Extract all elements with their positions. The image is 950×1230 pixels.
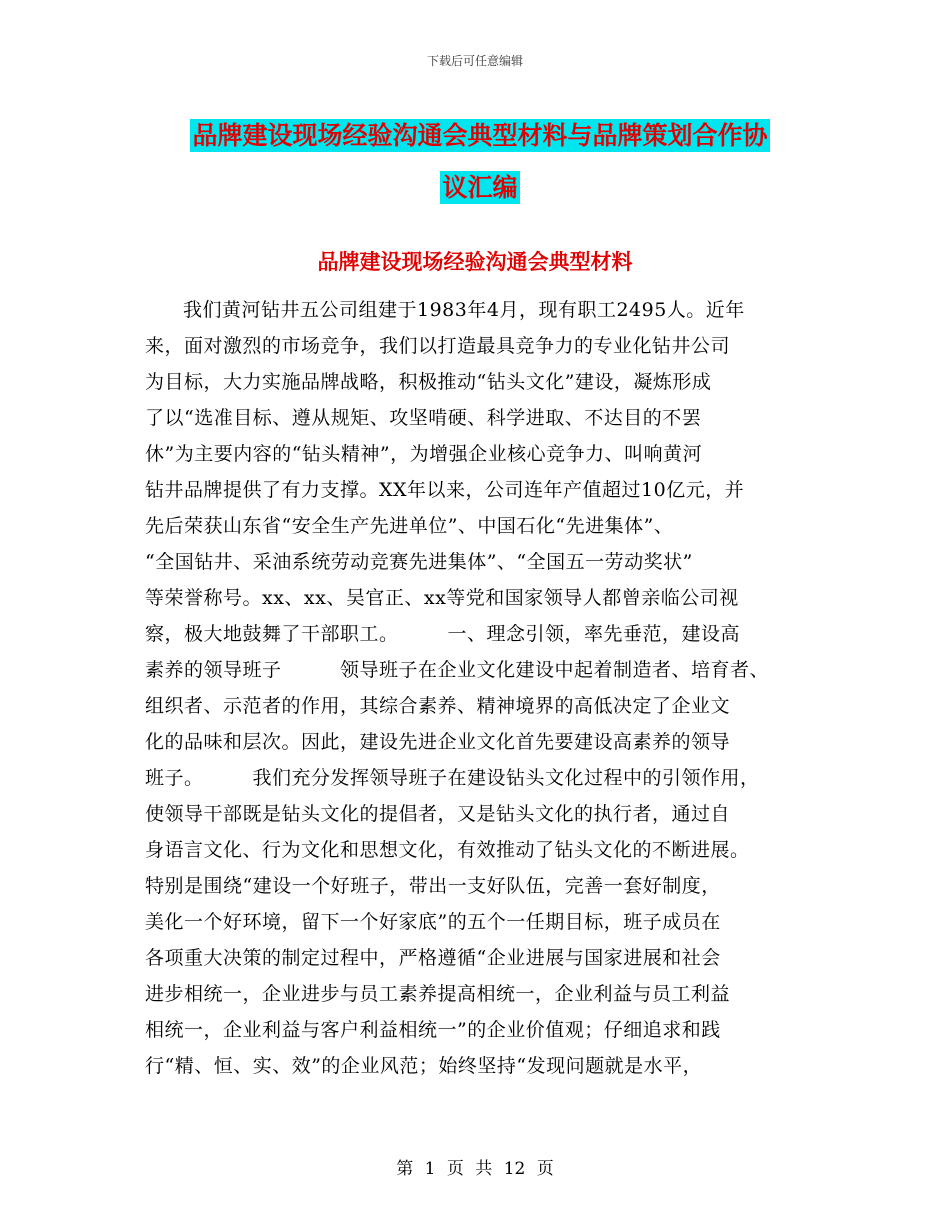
main-title-line-2: 议汇编 bbox=[442, 173, 518, 202]
body-line: 我们黄河钻井五公司组建于1983年4月，现有职工2495人。近年 bbox=[183, 299, 745, 321]
body-line: 相统一，企业利益与客户利益相统一”的企业价值观；仔细追求和践 bbox=[145, 1019, 721, 1041]
body-line: 美化一个好环境，留下一个好家底”的五个一任期目标，班子成员在 bbox=[145, 911, 721, 933]
body-text bbox=[145, 292, 813, 1084]
body-line: 进步相统一，企业进步与员工素养提高相统一，企业利益与员工利益 bbox=[145, 983, 731, 1005]
body-line: 等荣誉称号。xx、xx、吴官正、xx等党和国家领导人都曾亲临公司视 bbox=[145, 587, 739, 609]
body-line: 化的品味和层次。因此，建设先进企业文化首先要建设高素养的领导 bbox=[145, 731, 731, 753]
body-line: 班子。 我们充分发挥领导班子在建设钻头文化过程中的引领作用， bbox=[145, 767, 760, 789]
body-line: 了以“选准目标、遵从规矩、攻坚啃硬、科学进取、不达目的不罢 bbox=[145, 407, 702, 429]
body-line: 先后荣获山东省“安全生产先进单位”、中国石化“先进集体”、 bbox=[145, 515, 674, 537]
body-line: 钻井品牌提供了有力支撑。XX年以来，公司连年产值超过10亿元，并 bbox=[145, 479, 745, 501]
header-note: 下载后可任意编辑 bbox=[426, 54, 523, 68]
main-title-line-1: 品牌建设现场经验沟通会典型材料与品牌策划合作协 bbox=[192, 121, 768, 150]
main-title bbox=[140, 110, 820, 214]
body-line: 身语言文化、行为文化和思想文化，有效推动了钻头文化的不断进展。 bbox=[145, 839, 750, 861]
body-line: 使领导干部既是钻头文化的提倡者，又是钻头文化的执行者，通过自 bbox=[145, 803, 731, 825]
body-line: 休”为主要内容的“钻头精神”，为增强企业核心竞争力、叫响黄河 bbox=[145, 443, 703, 465]
body-line: 来，面对激烈的市场竞争，我们以打造最具竞争力的专业化钻井公司 bbox=[145, 335, 731, 357]
body-line: 特别是围绕“建设一个好班子，带出一支好队伍，完善一套好制度， bbox=[145, 875, 721, 897]
body-line: “全国钻井、采油系统劳动竞赛先进集体”、“全国五一劳动奖状” bbox=[145, 551, 693, 573]
body-line: 素养的领导班子 领导班子在企业文化建设中起着制造者、培育者、 bbox=[145, 659, 770, 681]
body-line: 各项重大决策的制定过程中，严格遵循“企业进展与国家进展和社会 bbox=[145, 947, 721, 969]
page-footer: 第 1 页 共 12 页 bbox=[396, 1159, 554, 1179]
body-line: 行“精、恒、实、效”的企业风范；始终坚持“发现问题就是水平， bbox=[145, 1055, 703, 1077]
body-line: 为目标，大力实施品牌战略，积极推动“钻头文化”建设，凝炼形成 bbox=[145, 371, 712, 393]
body-line: 察，极大地鼓舞了干部职工。 一、理念引领，率先垂范，建设高 bbox=[145, 623, 741, 645]
body-line: 组织者、示范者的作用，其综合素养、精神境界的高低决定了企业文 bbox=[145, 695, 731, 717]
section-title: 品牌建设现场经验沟通会典型材料 bbox=[317, 250, 633, 274]
